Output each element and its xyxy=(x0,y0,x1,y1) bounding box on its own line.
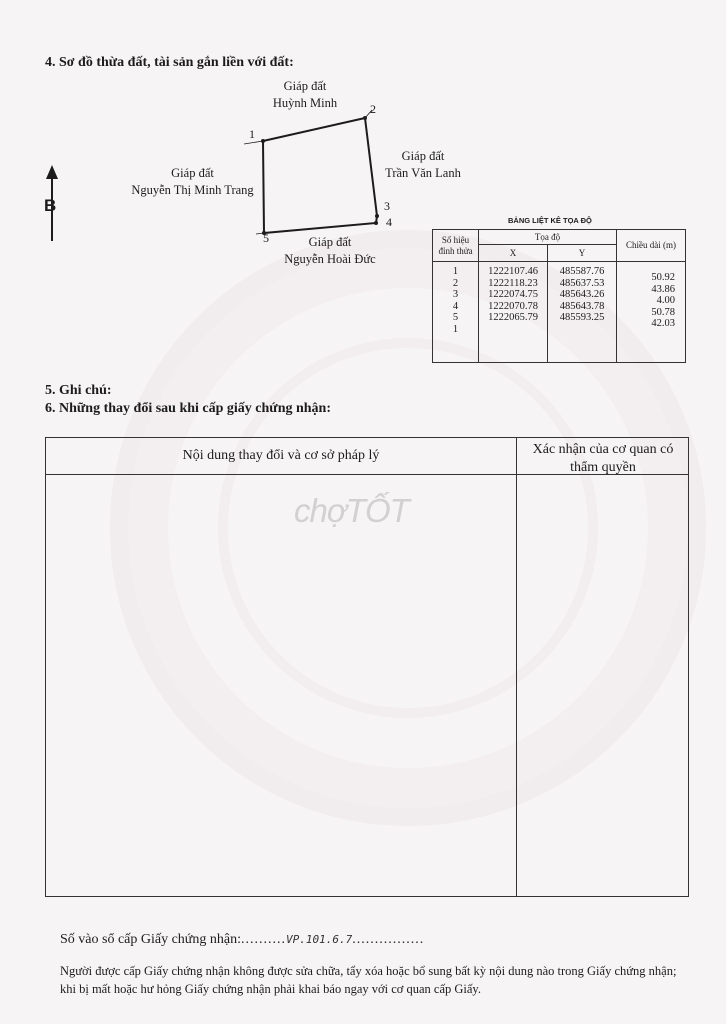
coord-table xyxy=(432,229,686,363)
section-6-title: 6. Những thay đổi sau khi cấp giấy chứng nhận: xyxy=(45,401,332,416)
neighbor-left xyxy=(115,165,270,199)
section-5-title: 5. Ghi chú: xyxy=(45,383,112,398)
coord-x-value: 1222070.78 xyxy=(488,300,538,312)
coord-x-value: 1222065.79 xyxy=(488,312,538,324)
neighbor-bottom xyxy=(270,234,390,268)
coord-point: 1 xyxy=(452,266,459,277)
vertex-4 xyxy=(374,221,378,225)
coord-y-value: 485643.78 xyxy=(559,300,605,312)
point-label-4: 4 xyxy=(386,215,392,229)
parcel-outline xyxy=(263,118,377,233)
coord-col-y xyxy=(548,262,617,363)
coord-header-coord: Tọa độ xyxy=(479,230,617,245)
neighbor-left-prefix: Giáp đất xyxy=(171,166,214,180)
coord-table-title: BẢNG LIỆT KÊ TỌA ĐỘ xyxy=(508,216,592,225)
coord-point: 4 xyxy=(452,300,459,312)
coord-col-points xyxy=(433,262,479,363)
coord-y-value: 485593.25 xyxy=(559,312,605,324)
neighbor-right xyxy=(368,148,478,182)
vertex-1 xyxy=(261,139,265,143)
vertex-3 xyxy=(375,214,379,218)
neighbor-right-prefix: Giáp đất xyxy=(401,149,445,163)
neighbor-top-prefix: Giáp đất xyxy=(283,79,327,93)
chotot-watermark: chợTỐT xyxy=(294,492,409,529)
point-label-2: 2 xyxy=(370,102,376,116)
coord-point: 5 xyxy=(452,312,459,324)
point-label-3: 3 xyxy=(384,199,390,213)
changes-table-header-content: Nội dung thay đổi và cơ sở pháp lý xyxy=(182,448,380,463)
coord-x-value: 1222118.23 xyxy=(488,277,538,289)
neighbor-bottom-name: Nguyễn Hoài Đức xyxy=(284,252,376,266)
coord-col-x xyxy=(479,262,548,363)
coord-point: 2 xyxy=(452,277,459,289)
point-label-1: 1 xyxy=(249,127,255,141)
registration-label: Số vào sổ cấp Giấy chứng nhận: xyxy=(60,932,241,947)
point-label-5: 5 xyxy=(263,231,269,245)
neighbor-top-name: Huỳnh Minh xyxy=(272,96,338,110)
coord-col-length xyxy=(617,262,686,363)
changes-table-header-confirmation: Xác nhận của cơ quan có thẩm quyền xyxy=(532,442,674,475)
coord-y-value: 485587.76 xyxy=(559,266,605,277)
coord-length-value: 42.03 xyxy=(651,318,675,330)
coord-length-value: 50.92 xyxy=(651,272,675,283)
coord-length-value: 50.78 xyxy=(651,306,675,318)
coord-x-value: 1222107.46 xyxy=(488,266,538,277)
section-4-title: 4. Sơ đồ thừa đất, tài sản gắn liền với đất: xyxy=(45,55,294,70)
coord-header-point: Số hiệu đỉnh thửa xyxy=(433,230,479,262)
registration-trailing-dots: ................ xyxy=(352,932,425,947)
registration-code: VP.101.6.7 xyxy=(286,933,353,946)
vertex-2 xyxy=(363,116,367,120)
coord-length-value: 4.00 xyxy=(656,295,675,307)
neighbor-left-name: Nguyễn Thị Minh Trang xyxy=(131,183,254,197)
coord-y-value: 485643.26 xyxy=(559,289,605,301)
coord-point: 3 xyxy=(452,289,459,301)
coord-length-value: 43.86 xyxy=(651,283,675,295)
registration-line xyxy=(60,932,424,948)
footer-note: Người được cấp Giấy chứng nhận không được sửa chữa, tẩy xóa hoặc bổ sung bất kỳ nội dung nào trong Giấy chứng nhận; khi bị mất hoặc hư hỏng Giấy chứng nhận phải khai báo ngay với cơ quan cấp Giấy. xyxy=(60,964,677,996)
north-letter: B xyxy=(44,196,57,215)
coord-point: 1 xyxy=(452,323,459,335)
coord-y-value: 485637.53 xyxy=(559,277,605,289)
neighbor-bottom-prefix: Giáp đất xyxy=(308,235,352,249)
registration-leading-dots: .......... xyxy=(241,932,286,947)
neighbor-right-name: Trần Văn Lanh xyxy=(385,166,461,180)
coord-header-x: X xyxy=(479,245,548,262)
coord-header-length: Chiều dài (m) xyxy=(617,230,686,262)
changes-table-left-column xyxy=(46,438,517,896)
coord-header-y: Y xyxy=(548,245,617,262)
neighbor-top xyxy=(255,78,355,112)
coord-x-value: 1222074.75 xyxy=(488,289,538,301)
